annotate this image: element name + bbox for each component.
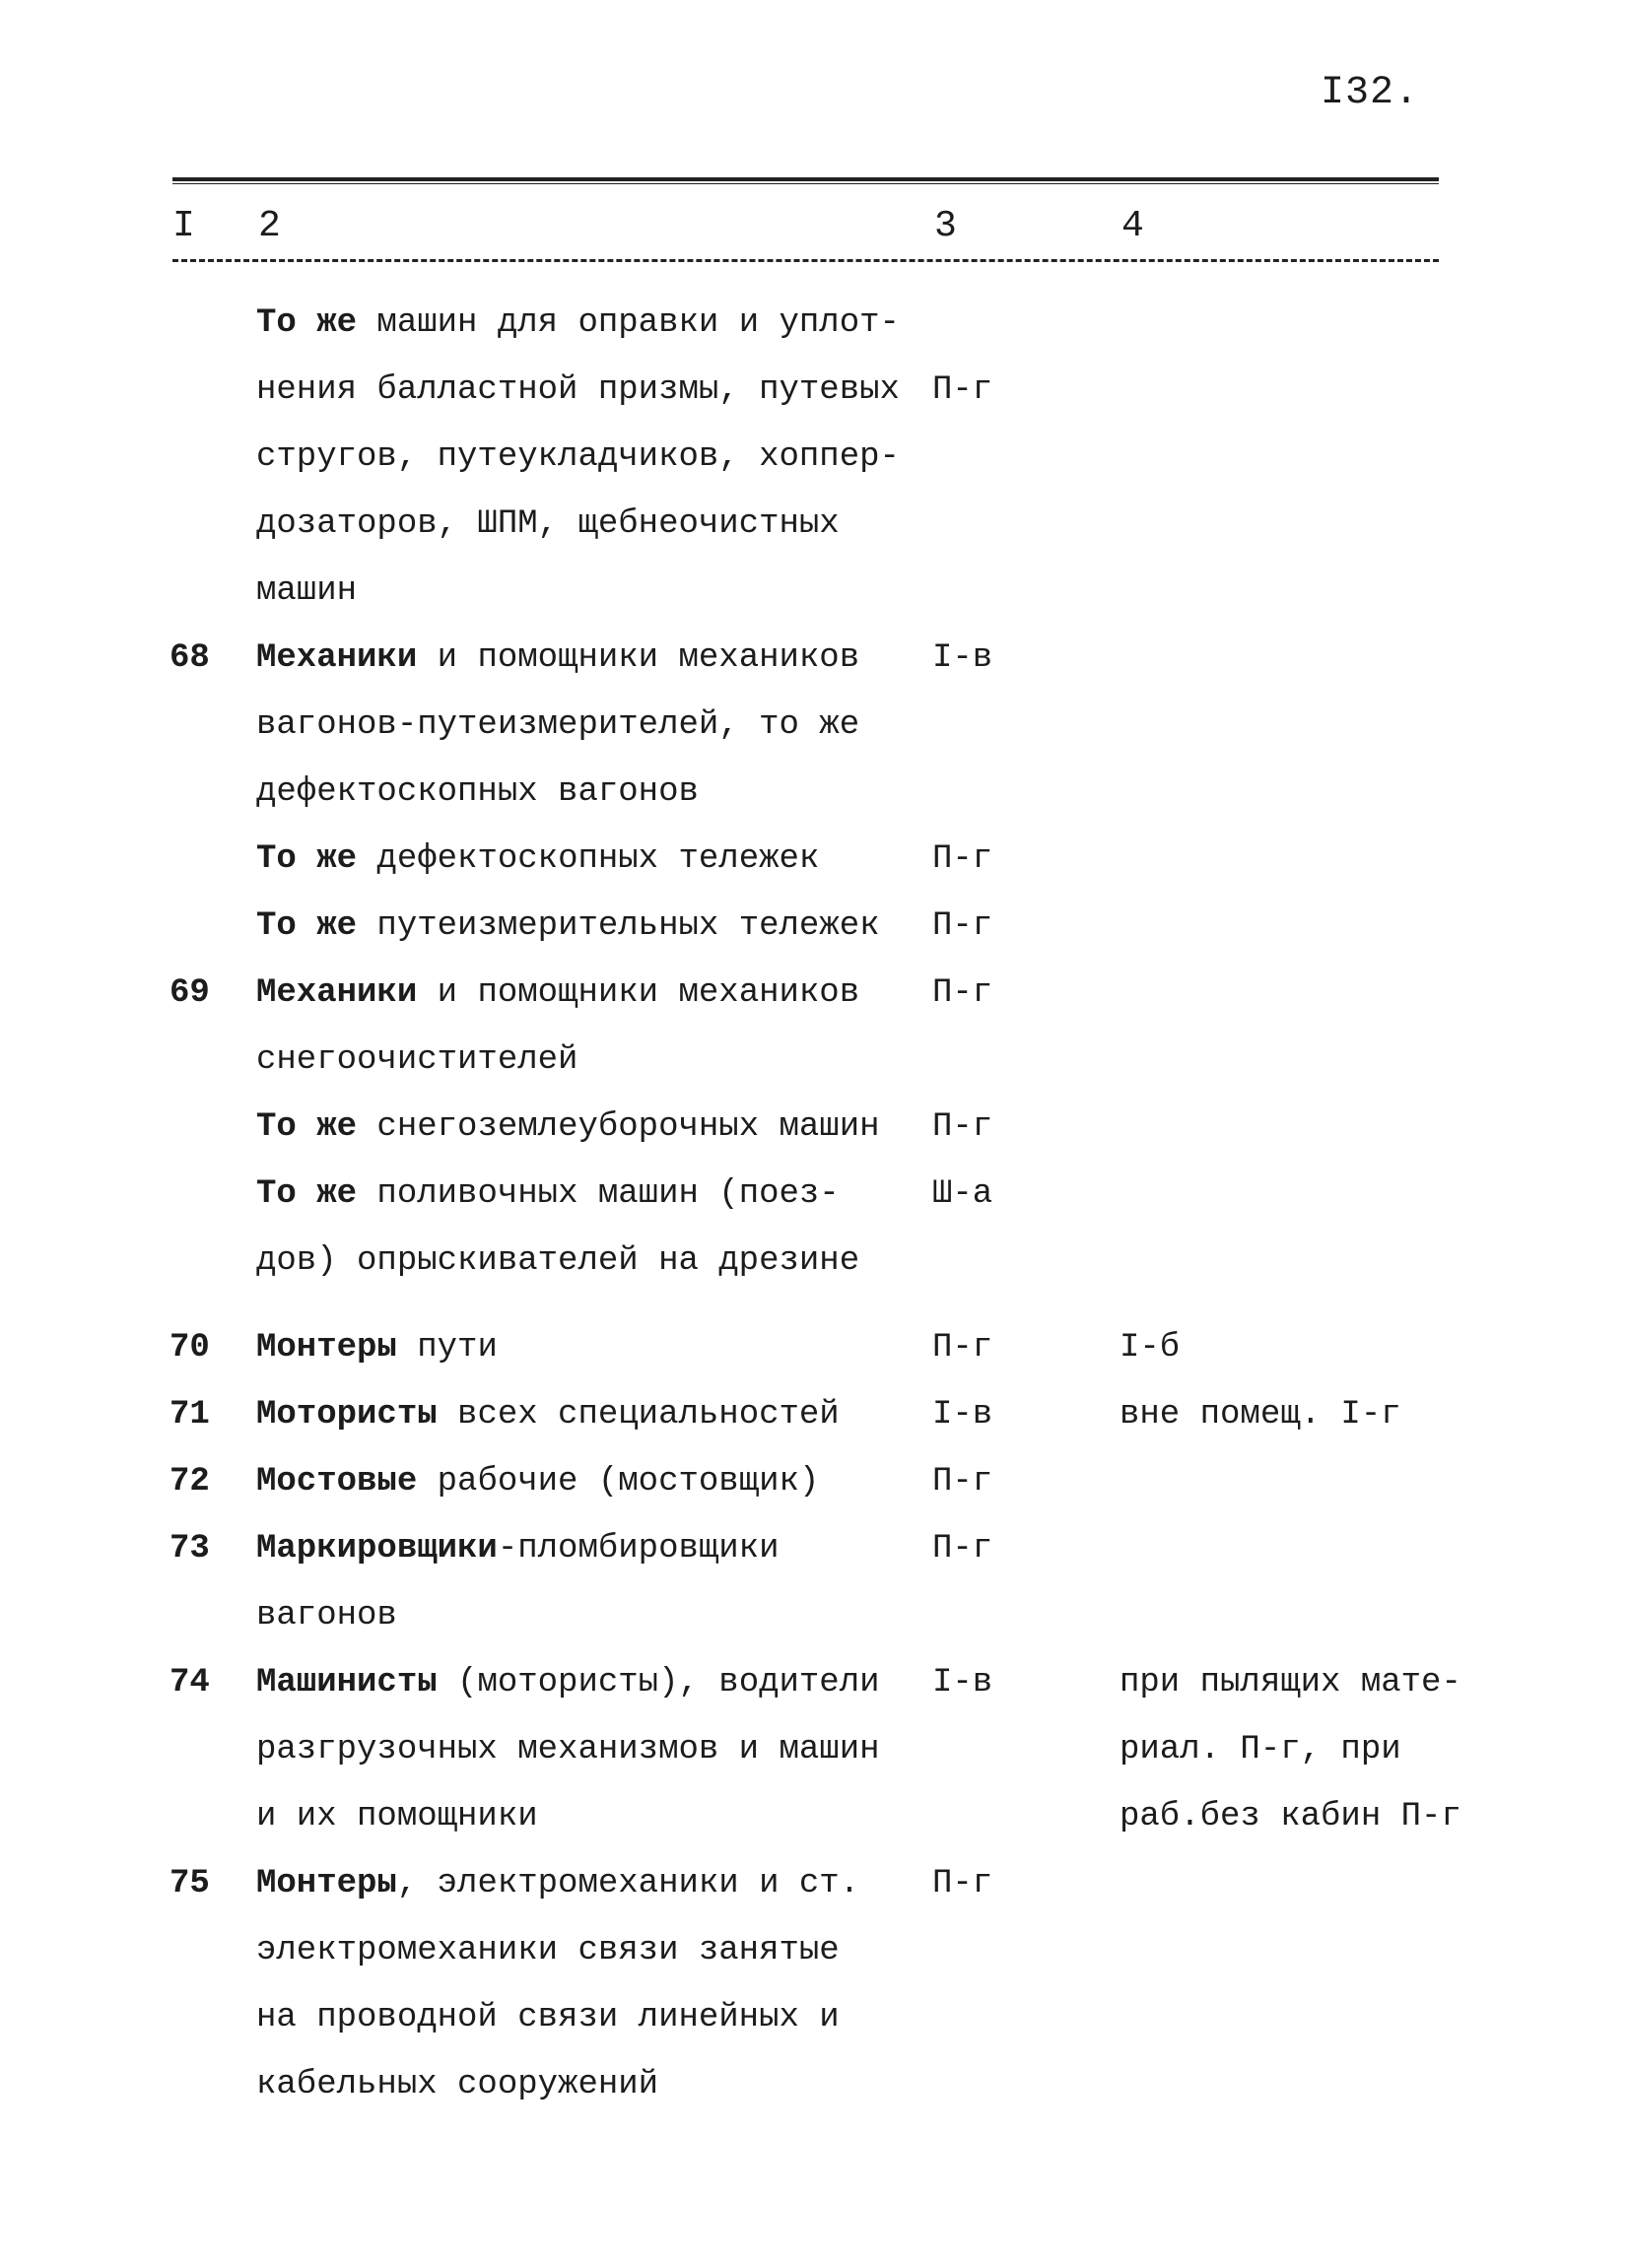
- occupation-rest: снегоочистителей: [256, 1041, 578, 1079]
- occupation-rest: путеизмерительных тележек: [357, 907, 880, 945]
- occupation-lead: Мостовые: [256, 1463, 418, 1501]
- table-row: [0, 558, 1629, 625]
- occupation-text: [256, 960, 859, 1027]
- occupation-lead: Маркировщики: [256, 1530, 498, 1568]
- occupation-text: [256, 2051, 658, 2118]
- table-row: [0, 1917, 1629, 1984]
- occupation-text: [256, 1783, 538, 1850]
- table-row: [0, 1515, 1629, 1582]
- class-code: Ш-а: [932, 1175, 993, 1213]
- occupation-text: [256, 558, 357, 625]
- occupation-text: [256, 625, 859, 692]
- occupation-text: [256, 1448, 819, 1515]
- occupation-text: [256, 491, 840, 558]
- class-code: П-г: [932, 371, 993, 409]
- occupation-text: [256, 1094, 880, 1161]
- table-row: [0, 1582, 1629, 1649]
- occupation-rest: разгрузочных механизмов и машин: [256, 1731, 880, 1768]
- row-number: 73: [170, 1530, 210, 1568]
- row-spacer: [0, 1295, 1629, 1314]
- class-code: П-г: [932, 1329, 993, 1367]
- occupation-rest: и их помощники: [256, 1798, 538, 1835]
- occupation-rest: вагонов-путеизмерителей, то же: [256, 706, 860, 744]
- table-top-rule: [172, 177, 1439, 181]
- class-code: П-г: [932, 1463, 993, 1501]
- table-row: [0, 1984, 1629, 2051]
- note-text: раб.без кабин П-г: [1120, 1798, 1461, 1835]
- table-row: [0, 625, 1629, 692]
- row-number: 72: [170, 1463, 210, 1501]
- occupation-lead: Механики: [256, 639, 418, 677]
- table-row: [0, 1783, 1629, 1850]
- occupation-rest: , электромеханики и ст.: [396, 1865, 860, 1902]
- occupation-text: [256, 1381, 840, 1448]
- table-row: [0, 491, 1629, 558]
- class-code: I-в: [932, 1396, 993, 1434]
- class-code: П-г: [932, 840, 993, 878]
- table-row: [0, 1094, 1629, 1161]
- occupation-lead: Монтеры: [256, 1865, 397, 1902]
- table-row: [0, 2051, 1629, 2118]
- class-code: П-г: [932, 1530, 993, 1568]
- table-row: [0, 290, 1629, 357]
- occupation-text: [256, 1161, 840, 1228]
- occupation-rest: (мотористы), водители: [437, 1664, 880, 1701]
- occupation-rest: дов) опрыскивателей на дрезине: [256, 1242, 860, 1280]
- table-row: [0, 759, 1629, 826]
- occupation-rest: кабельных сооружений: [256, 2066, 659, 2103]
- table-row: [0, 1716, 1629, 1783]
- occupation-text: [256, 424, 900, 491]
- table-row: [0, 960, 1629, 1027]
- occupation-text: [256, 1649, 880, 1716]
- note-text: риал. П-г, при: [1120, 1731, 1401, 1768]
- occupation-text: [256, 1716, 880, 1783]
- occupation-lead: Мотористы: [256, 1396, 438, 1434]
- class-code: I-в: [932, 639, 993, 677]
- table-row: [0, 357, 1629, 424]
- table-row: [0, 1161, 1629, 1228]
- occupation-text: [256, 1027, 577, 1094]
- occupation-rest: дефектоскопных тележек: [357, 840, 820, 878]
- row-number: 70: [170, 1329, 210, 1367]
- row-number: 68: [170, 639, 210, 677]
- class-code: П-г: [932, 974, 993, 1012]
- table-row: [0, 893, 1629, 960]
- note-text: при пылящих мате-: [1120, 1664, 1461, 1701]
- column-header-3: 3: [934, 205, 957, 247]
- table-row: [0, 1027, 1629, 1094]
- occupation-text: [256, 826, 819, 893]
- occupation-rest: на проводной связи линейных и: [256, 1999, 840, 2036]
- occupation-rest: -пломбировщики: [497, 1530, 780, 1568]
- occupation-rest: пути: [396, 1329, 498, 1367]
- occupation-rest: электромеханики связи занятые: [256, 1932, 840, 1969]
- table-row: [0, 826, 1629, 893]
- note-text: I-б: [1120, 1329, 1181, 1367]
- occupation-lead: То же: [256, 304, 358, 342]
- occupation-text: [256, 1515, 780, 1582]
- occupation-text: [256, 290, 900, 357]
- table-body: [0, 290, 1629, 2118]
- table-row: [0, 1850, 1629, 1917]
- occupation-text: [256, 357, 900, 424]
- table-row: [0, 1314, 1629, 1381]
- column-header-1: I: [172, 205, 195, 247]
- table-row: [0, 1448, 1629, 1515]
- occupation-text: [256, 893, 880, 960]
- occupation-text: [256, 1228, 859, 1295]
- occupation-rest: всех специальностей: [437, 1396, 840, 1434]
- occupation-text: [256, 692, 859, 759]
- occupation-lead: То же: [256, 907, 358, 945]
- occupation-text: [256, 1984, 840, 2051]
- occupation-rest: поливочных машин (поез-: [357, 1175, 840, 1213]
- table-row: [0, 1228, 1629, 1295]
- row-number: 69: [170, 974, 210, 1012]
- table-row: [0, 424, 1629, 491]
- occupation-text: [256, 759, 699, 826]
- row-number: 74: [170, 1664, 210, 1701]
- occupation-lead: То же: [256, 1108, 358, 1146]
- occupation-rest: и помощники механиков: [417, 974, 860, 1012]
- occupation-rest: вагонов: [256, 1597, 397, 1634]
- occupation-text: [256, 1917, 840, 1984]
- table-top-rule-thin: [172, 183, 1439, 184]
- header-separator-rule: [172, 259, 1439, 262]
- occupation-rest: и помощники механиков: [417, 639, 860, 677]
- occupation-rest: машин для оправки и уплот-: [357, 304, 900, 342]
- class-code: П-г: [932, 907, 993, 945]
- occupation-lead: Монтеры: [256, 1329, 397, 1367]
- page-number: I32.: [1321, 71, 1420, 115]
- note-text: вне помещ. I-г: [1120, 1396, 1401, 1434]
- class-code: П-г: [932, 1108, 993, 1146]
- occupation-rest: стругов, путеукладчиков, хоппер-: [256, 438, 900, 476]
- table-row: [0, 692, 1629, 759]
- row-number: 71: [170, 1396, 210, 1434]
- occupation-rest: снегоземлеуборочных машин: [357, 1108, 880, 1146]
- row-number: 75: [170, 1865, 210, 1902]
- occupation-lead: То же: [256, 1175, 358, 1213]
- class-code: П-г: [932, 1865, 993, 1902]
- occupation-text: [256, 1850, 859, 1917]
- table-row: [0, 1649, 1629, 1716]
- occupation-rest: машин: [256, 572, 358, 610]
- occupation-rest: рабочие (мостовщик): [417, 1463, 820, 1501]
- occupation-text: [256, 1314, 498, 1381]
- occupation-text: [256, 1582, 397, 1649]
- occupation-rest: нения балластной призмы, путевых: [256, 371, 900, 409]
- occupation-lead: Машинисты: [256, 1664, 438, 1701]
- class-code: I-в: [932, 1664, 993, 1701]
- occupation-lead: Механики: [256, 974, 418, 1012]
- table-row: [0, 1381, 1629, 1448]
- occupation-rest: дозаторов, ШПМ, щебнеочистных: [256, 505, 840, 543]
- occupation-lead: То же: [256, 840, 358, 878]
- column-header-2: 2: [258, 205, 281, 247]
- occupation-rest: дефектоскопных вагонов: [256, 773, 699, 811]
- column-header-4: 4: [1121, 205, 1144, 247]
